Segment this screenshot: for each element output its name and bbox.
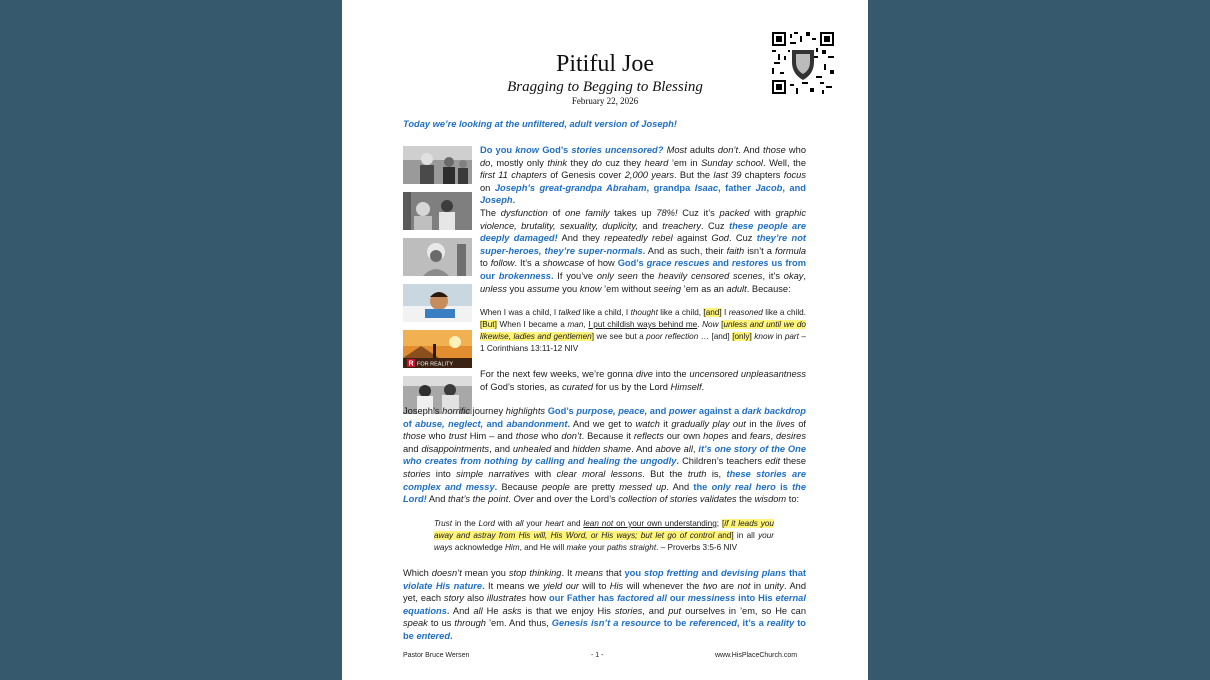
footer-website-link[interactable]: www.HisPlaceChurch.com xyxy=(715,652,798,659)
paragraph-horrific-journey: Joseph’s horrific journey highlights God’s purpose, peace, and power against a dark backdrop of abuse, neglect, and abandonment. And we get to watch it gradually play out in the lives of those who trust Him – and those who don’t. Because it reflects our own hopes and fears, desires and disappointments, and unhealed and hidden shame. And above all, it’s one story of the One who creates from nothing by calling and healing the ungodly. Children’s teachers edit these stories into simple narratives with clear moral lessons. But the truth is, these stories are complex and messy. Because people are pretty messed up. And the only real hero is the Lord! And that’s the point. Over and over the Lord’s collection of stories validates the wisdom to: xyxy=(403,406,807,505)
qr-code-icon xyxy=(772,32,834,94)
page-subtitle: Bragging to Begging to Blessing xyxy=(507,79,703,95)
paragraph-genesis-intro: Do you know God’s stories uncensored? Most adults don’t. And those who do, mostly only think they do cuz they heard ’em in Sunday school. Well, the first 11 chapters of Genesis cover 2,000 years. But the last 39 chapters focus on Joseph’s great-grandpa Abraham, grandpa Isaac, father Jacob, and Joseph. xyxy=(480,145,806,206)
thumbnail-desert-poster xyxy=(403,330,472,368)
thumbnail-column xyxy=(403,146,472,422)
document-page xyxy=(342,0,868,680)
rating-badge: R xyxy=(408,360,414,368)
footer-page-number: - 1 - xyxy=(591,652,604,659)
paragraph-dysfunction: The dysfunction of one family takes up 78%! Cuz it’s packed with graphic violence, brutality, sexuality, duplicity, and treachery. Cuz these people are deeply damaged! And they repeatedly rebel against God. Cuz they’re not super-heroes, they’re super-normals. And as such, their faith isn’t a formula to follow. It’s a showcase of how God’s grace rescues and restores us from our brokenness. If you’ve only seen the heavily censored scenes, it’s okay, unless you assume you know ’em without seeing ’em as an adult. Because: xyxy=(480,208,807,294)
intro-line: Today we’re looking at the unfiltered, adult version of Joseph! xyxy=(403,119,677,129)
footer-author: Pastor Bruce Wersen xyxy=(403,652,470,659)
thumbnail-elders-photo xyxy=(403,146,472,184)
poster-caption: FOR REALITY xyxy=(417,361,454,368)
paragraph-stop-thinking: Which doesn’t mean you stop thinking. It means that you stop fretting and devising plans that violate His nature. It means we yield our will to His will whenever the two are not in unity. And yet, each story also illustrates how our Father has factored all our messiness into His eternal equations. And all He asks is that we enjoy His stories, and put ourselves in ’em, so He can speak to us through ’em. And thus, Genesis isn’t a resource to be referenced, it’s a reality to be entered. xyxy=(403,568,806,641)
thumbnail-group-photo xyxy=(403,192,472,230)
page-date: February 22, 2026 xyxy=(571,96,639,106)
quote-corinthians: When I was a child, I talked like a child, I thought like a child, [and] I reasoned like a child. [But] When I became a man, I put childish ways behind me. Now [unless and until we do likewise, ladies and gentlemen] we see but a poor reflection … [and] [only] know in part – 1 Corinthians 13:11-12 NIV xyxy=(480,308,806,353)
quote-proverbs: Trust in the Lord with all your heart and lean not on your own understanding; [if it leads you away and astray from His will, His Word, or His ways; but let go of control and] in all your ways acknowledge Him, and He will make your paths straight. – Proverbs 3:5-6 NIV xyxy=(434,519,774,552)
page-title: Pitiful Joe xyxy=(555,51,654,77)
paragraph-next-weeks: For the next few weeks, we’re gonna dive into the uncensored unpleasantness of God’s stories, as curated for us by the Lord Himself. xyxy=(480,369,806,392)
thumbnail-elder-portrait xyxy=(403,238,472,276)
thumbnail-boy-photo xyxy=(403,284,472,322)
